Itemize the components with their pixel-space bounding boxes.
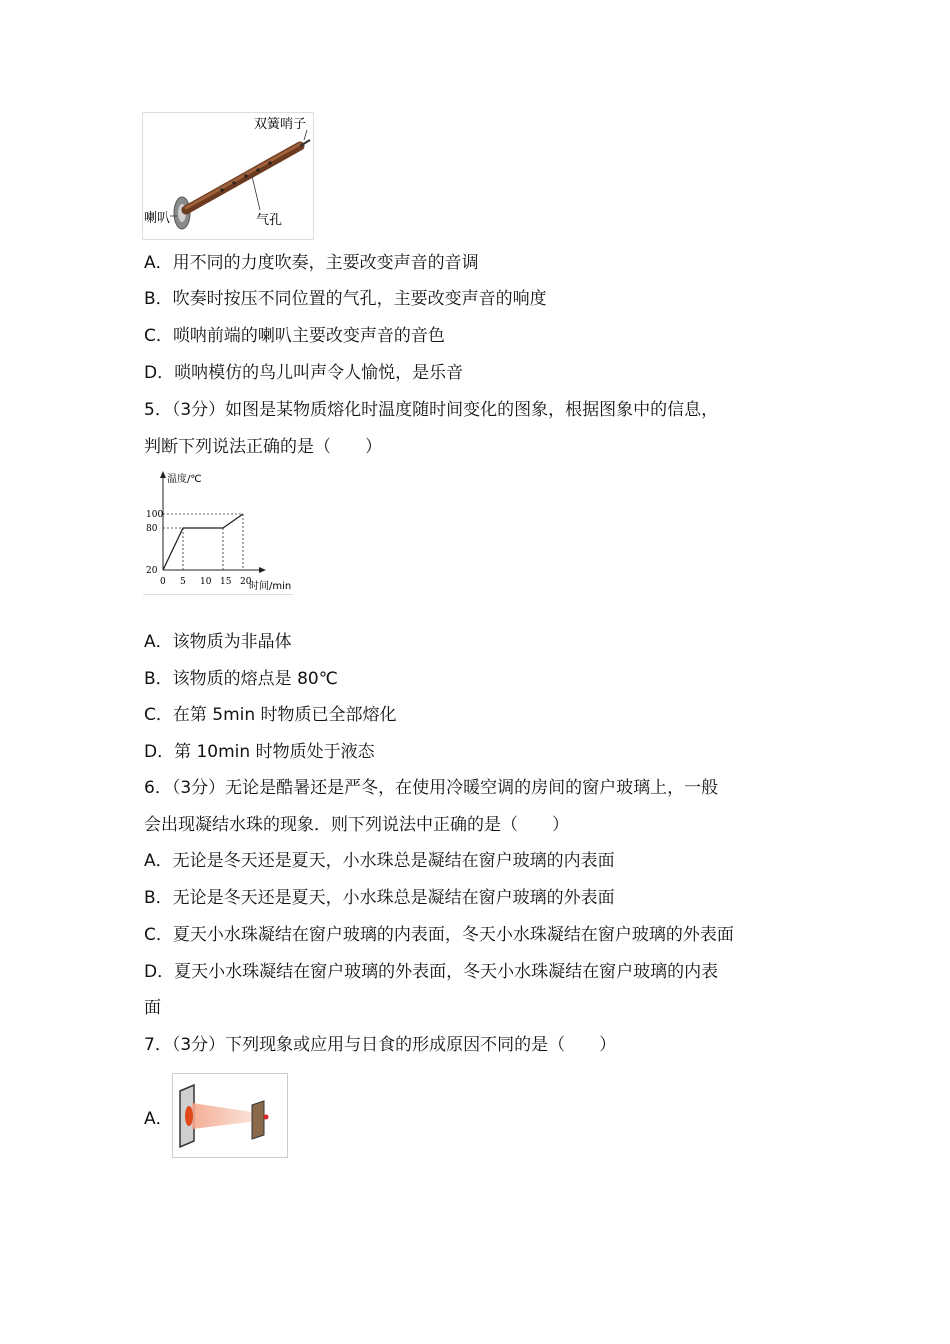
y-tick-label: 20 bbox=[146, 566, 158, 576]
q5-option-c: C．在第 5min 时物质已全部熔化 bbox=[144, 705, 397, 725]
q4-option-d: D．唢呐模仿的鸟儿叫声令人愉悦，是乐音 bbox=[144, 363, 464, 383]
q7-option-a-label: A． bbox=[144, 1109, 173, 1129]
q6-option-b: B．无论是冬天还是夏天，小水珠总是凝结在窗户玻璃的外表面 bbox=[144, 888, 615, 908]
x-tick-label: 5 bbox=[180, 577, 186, 587]
label-hole: 气孔 bbox=[256, 213, 283, 228]
q5-stem-line1: 5．（3分）如图是某物质熔化时温度随时间变化的图象，根据图象中的信息， bbox=[144, 400, 719, 420]
light-spot bbox=[185, 1106, 193, 1126]
q6-stem-line1: 6．（3分）无论是酷暑还是严冬，在使用冷暖空调的房间的窗户玻璃上，一般 bbox=[144, 778, 719, 798]
melting-chart bbox=[143, 468, 293, 596]
q5-stem-line2: 判断下列说法正确的是（ ） bbox=[144, 437, 382, 457]
x-tick-label: 20 bbox=[240, 577, 252, 587]
q6-option-d-continued: 面 bbox=[144, 998, 161, 1018]
temperature-curve bbox=[163, 514, 243, 570]
q6-option-c: C．夏天小水珠凝结在窗户玻璃的内表面，冬天小水珠凝结在窗户玻璃的外表面 bbox=[144, 925, 734, 945]
label-reed: 双簧哨子 bbox=[254, 117, 307, 132]
x-tick-label: 10 bbox=[200, 577, 212, 587]
q7-stem: 7．（3分）下列现象或应用与日食的形成原因不同的是（ ） bbox=[144, 1035, 617, 1055]
q4-option-b: B．吹奏时按压不同位置的气孔，主要改变声音的响度 bbox=[144, 289, 547, 309]
q6-option-d: D．夏天小水珠凝结在窗户玻璃的外表面，冬天小水珠凝结在窗户玻璃的内表 bbox=[144, 962, 719, 982]
q5-option-b: B．该物质的熔点是 80℃ bbox=[144, 669, 338, 689]
y-tick-label: 80 bbox=[146, 524, 158, 534]
q7-option-a-figure bbox=[172, 1073, 288, 1158]
q4-option-c: C．唢呐前端的喇叭主要改变声音的音色 bbox=[144, 326, 445, 346]
q4-option-a: A．用不同的力度吹奏，主要改变声音的音调 bbox=[144, 253, 479, 273]
x-axis-label: 时间/min bbox=[249, 581, 292, 592]
y-axis-label: 温度/℃ bbox=[167, 474, 202, 485]
candle-flame-icon bbox=[264, 1115, 269, 1120]
y-tick-label: 100 bbox=[146, 510, 164, 520]
q6-option-a: A．无论是冬天还是夏天，小水珠总是凝结在窗户玻璃的内表面 bbox=[144, 851, 615, 871]
q5-option-d: D．第 10min 时物质处于液态 bbox=[144, 742, 375, 762]
q5-option-a: A．该物质为非晶体 bbox=[144, 632, 292, 652]
suona-figure bbox=[142, 112, 314, 240]
q6-stem-line2: 会出现凝结水珠的现象．则下列说法中正确的是（ ） bbox=[144, 815, 569, 835]
object-card bbox=[252, 1101, 264, 1139]
x-tick-label: 15 bbox=[220, 577, 232, 587]
x-tick-label: 0 bbox=[160, 577, 166, 587]
label-horn: 喇叭 bbox=[144, 211, 171, 226]
